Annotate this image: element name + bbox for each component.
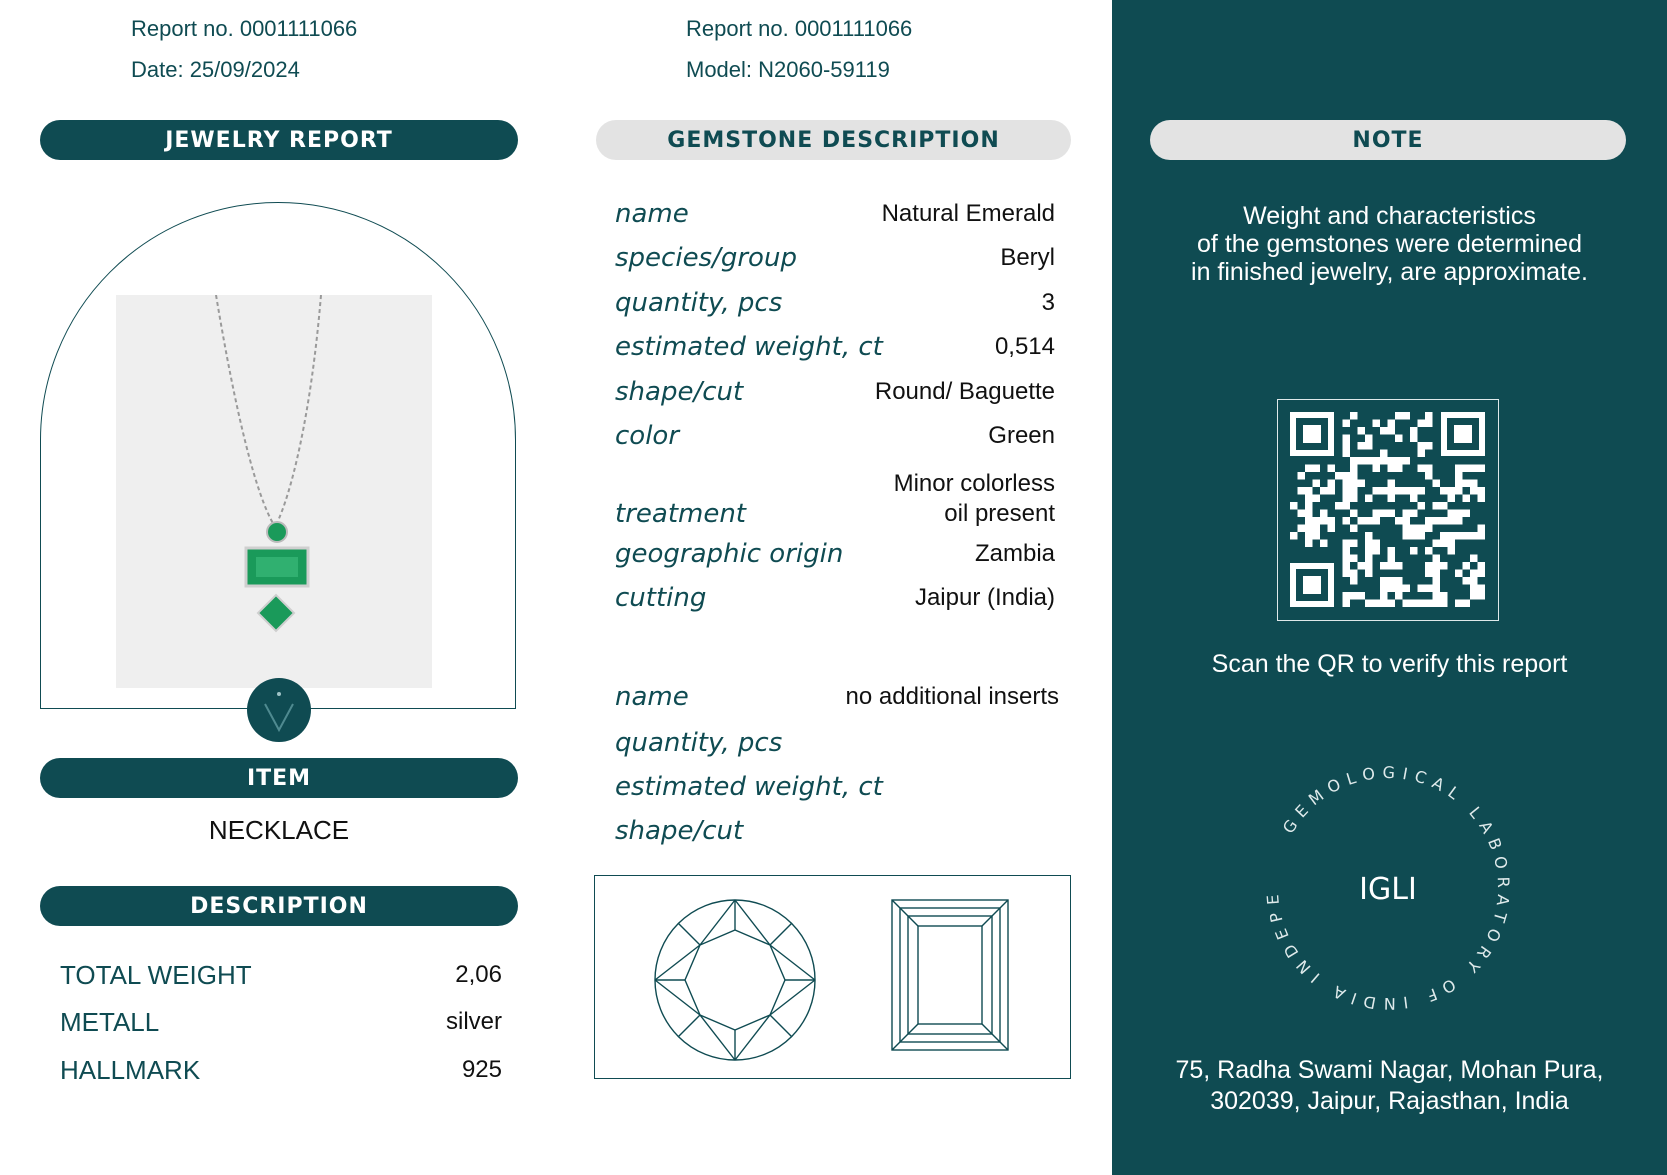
necklace-photo (116, 295, 432, 688)
gemstone-value: 0,514 (994, 333, 1055, 360)
gemstone-value: Natural Emerald (881, 200, 1055, 227)
gemstone-row (615, 581, 1055, 615)
gemstone-label: estimated weight, ct (615, 332, 883, 362)
qr-code-frame[interactable] (1277, 399, 1499, 621)
address-line-1: 75, Radha Swami Nagar, Mohan Pura, (1175, 1056, 1604, 1084)
description-row (60, 1053, 502, 1087)
gemstone-description-header: GEMSTONE DESCRIPTION (596, 120, 1071, 160)
gemstone-row (615, 537, 1055, 571)
gemstone-label: name (615, 199, 689, 229)
description-header: DESCRIPTION (40, 886, 518, 926)
gemstone-label: cutting (615, 583, 707, 613)
report-number-center: Report no. 0001111066 (686, 16, 913, 41)
gemstone-value: 3 (1041, 289, 1055, 316)
note-line-2: of the gemstones were determined (1197, 230, 1582, 258)
description-value: 925 (461, 1056, 502, 1083)
description-label: HALLMARK (60, 1054, 201, 1085)
gemstone-label: quantity, pcs (615, 288, 783, 318)
qr-code-icon (1278, 400, 1497, 619)
item-value: NECKLACE (208, 815, 350, 845)
note-line-3: in finished jewelry, are approximate. (1191, 258, 1588, 286)
gemstone-value: Jaipur (India) (914, 584, 1055, 611)
additional-value: no additional inserts (845, 683, 1059, 710)
report-date: Date: 25/09/2024 (131, 57, 300, 82)
treatment-line-2: oil present (944, 500, 1055, 527)
igli-seal (1244, 744, 1532, 1032)
seal-ring-text: GEMOLOGICAL LABORATORY OF INDIA INDEPE (1262, 762, 1514, 1014)
additional-row (615, 770, 1055, 804)
gemstone-row (615, 463, 1055, 529)
additional-label: name (615, 682, 689, 712)
gemstone-row (615, 286, 1055, 320)
gemstone-row (615, 241, 1055, 275)
address-line-2: 302039, Jaipur, Rajasthan, India (1210, 1087, 1569, 1115)
gemstone-value: Beryl (1000, 244, 1055, 271)
gemstone-row (615, 197, 1055, 231)
description-row (60, 1005, 502, 1039)
necklace-illustration (116, 295, 432, 688)
seal-center-text: IGLI (1359, 872, 1417, 907)
report-number-left: Report no. 0001111066 (131, 16, 358, 41)
description-label: METALL (60, 1006, 160, 1037)
item-header: ITEM (40, 758, 518, 798)
description-value: 2,06 (455, 961, 502, 988)
note-text (1112, 202, 1667, 286)
additional-row (615, 814, 1055, 848)
gemstone-label: color (615, 421, 680, 451)
description-label: TOTAL WEIGHT (60, 959, 252, 990)
brand-logo-icon (247, 678, 311, 742)
qr-caption: Scan the QR to verify this report (1211, 650, 1568, 678)
gemstone-label: shape/cut (615, 377, 744, 407)
gemstone-label: geographic origin (615, 539, 844, 569)
gemstone-row (615, 419, 1055, 453)
description-row (60, 958, 502, 992)
description-value: silver (445, 1008, 502, 1035)
gemstone-value: Round/ Baguette (874, 378, 1055, 405)
lab-address (1112, 1055, 1667, 1117)
gemstone-label: treatment (615, 499, 747, 529)
note-header: NOTE (1150, 120, 1626, 160)
brand-medallion (247, 678, 311, 742)
cut-diagrams-box (594, 875, 1071, 1079)
jewelry-report-header: JEWELRY REPORT (40, 120, 518, 160)
gemstone-value (894, 469, 1055, 529)
additional-label: shape/cut (615, 816, 744, 846)
model-number: Model: N2060-59119 (686, 57, 890, 82)
additional-row (615, 680, 1059, 714)
igli-seal-graphic (1244, 744, 1532, 1032)
treatment-line-1: Minor colorless (893, 470, 1055, 497)
cut-diagrams (595, 876, 1069, 1077)
baguette-cut-icon (892, 900, 1008, 1050)
round-brilliant-cut-icon (655, 900, 815, 1060)
gemstone-row (615, 330, 1055, 364)
gemstone-value: Green (988, 422, 1055, 449)
gemstone-value: Zambia (974, 540, 1055, 567)
additional-row (615, 726, 1055, 760)
additional-label: estimated weight, ct (615, 772, 883, 802)
note-line-1: Weight and characteristics (1243, 202, 1536, 230)
additional-label: quantity, pcs (615, 728, 783, 758)
gemstone-label: species/group (615, 243, 797, 273)
gemstone-row (615, 375, 1055, 409)
